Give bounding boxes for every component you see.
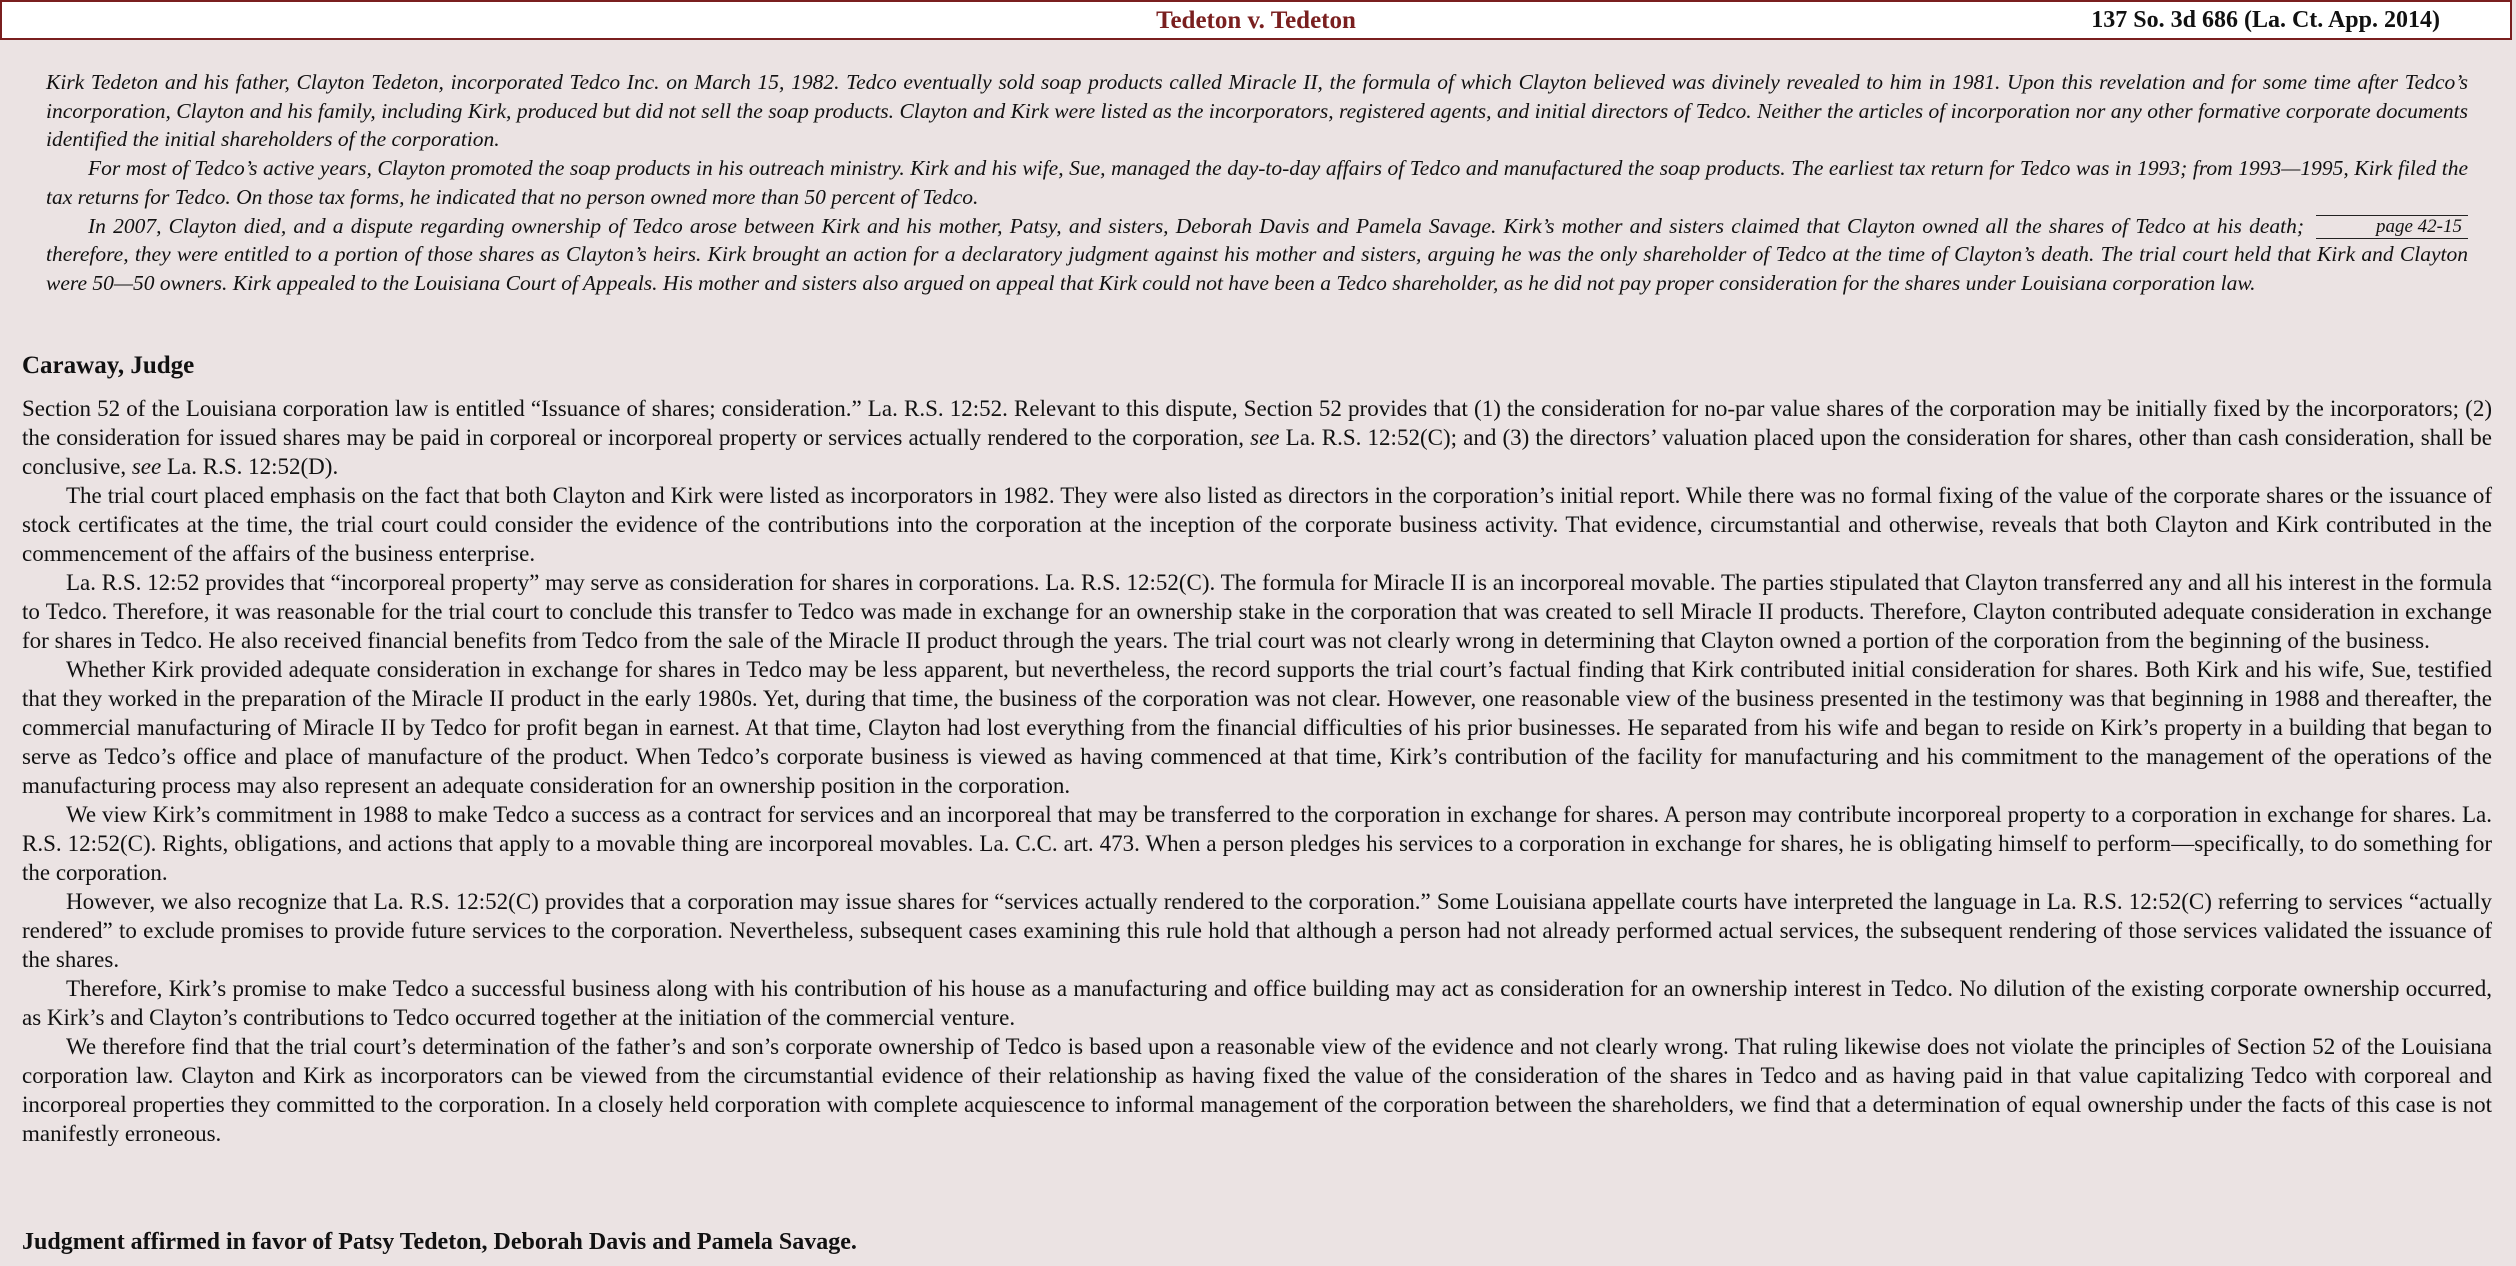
opinion-paragraph-4: Whether Kirk provided adequate consideration in exchange for shares in Tedco may be less apparent, but nevertheless, the record supports the trial court’s factual finding that Kirk contributed initial consideration for shares. Both Kirk and his wife, Sue, testified that they worked in the preparation of the Miracle II product in the early 1980s. Yet, during that time, the business of the corporation was not clear. However, one reasonable view of the business presented in the testimony was that beginning in 1988 and thereafter, the commercial manufacturing of Miracle II by Tedco for profit began in earnest. At that time, Clayton had lost everything from the financial difficulties of his prior businesses. He separated from his wife and began to reside on Kirk’s property in a building that began to serve as Tedco’s office and place of manufacture of the product. When Tedco’s corporate business is viewed as having commenced at that time, Kirk’s contribution of the facility for manufacturing and his commitment to the management of the operations of the manufacturing process may also represent an adequate consideration for an ownership position in the corporation. [22,657,2492,798]
summary-paragraph-2: For most of Tedco’s active years, Clayton promoted the soap products in his outreach ministry. Kirk and his wife, Sue, managed the day-to-day affairs of Tedco and manufactured the soap products. The earliest tax return for Tedco was in 1993; from 1993—1995, Kirk filed the tax returns for Tedco. On those tax forms, he indicated that no person owned more than 50 percent of Tedco. [46,156,2468,209]
opinion-paragraph-5: We view Kirk’s commitment in 1988 to make Tedco a success as a contract for services and an incorporeal that may be transferred to the corporation in exchange for shares. A person may contribute incorporeal property to a corporation in exchange for shares. La. R.S. 12:52(C). Rights, obligations, and actions that apply to a movable thing are incorporeal movables. La. C.C. art. 473. When a person pledges his services to a corporation in exchange for shares, he is obligating himself to perform—specifically, to do something for the corporation. [22,802,2492,885]
opinion-paragraph-2: The trial court placed emphasis on the fact that both Clayton and Kirk were listed as incorporators in 1982. They were also listed as directors in the corporation’s initial report. While there was no formal fixing of the value of the corporate shares or the issuance of stock certificates at the time, the trial court could consider the evidence of the contributions into the corporation at the inception of the corporate business activity. That evidence, circumstantial and otherwise, reveals that both Clayton and Kirk contributed in the commencement of the affairs of the business enterprise. [22,483,2492,566]
judge-name: Caraway, Judge [22,352,195,379]
case-title: Tedeton v. Tedeton [1156,7,1356,34]
summary-paragraph-3-text: In 2007, Clayton died, and a dispute regarding ownership of Tedco arose between Kirk and his mother, Patsy, and sisters, Deborah Davis and Pamela Savage. Kirk’s mother and sisters claimed that Clayton owned all the shares of Tedco at his death; therefore, they were entitled to a portion of those shares as Clayton’s heirs. Kirk brought an action for a declaratory judgment against his mother and sisters, arguing he was the only shareholder of Tedco at the time of Clayton’s death. The trial court held that Kirk and Clayton were 50—50 owners. Kirk appealed to the Louisiana Court of Appeals. His mother and sisters also argued on appeal that Kirk could not have been a Tedco shareholder, as he did not pay proper consideration for the shares under Louisiana corporation law. [46,213,2468,295]
opinion-paragraph-1 [22,394,2492,481]
opinion-paragraph-1-part-a: Section 52 of the Louisiana corporation law is entitled “Issuance of shares; consideration.” La. R.S. 12:52. Relevant to this dispute, Section 52 provides that (1) the consideration for no-par value shares of the corporation may be initially fixed by the incorporators; (2) the consideration for issued shares may be paid in corporeal or incorporeal property or services actually rendered to the corporation, [22,396,2492,450]
summary-paragraph-1: Kirk Tedeton and his father, Clayton Tedeton, incorporated Tedco Inc. on March 15, 1982. Tedco eventually sold soap products called Miracle II, the formula of which Clayton believed was divinely revealed to him in 1981. Upon this revelation and for some time after Tedco’s incorporation, Clayton and his family, including Kirk, produced but did not sell the soap products. Clayton and Kirk were listed as the incorporators, registered agents, and initial directors of Tedco. Neither the articles of incorporation nor any other formative corporate documents identified the initial shareholders of the corporation. [46,70,2468,152]
see-signal: see [131,454,162,479]
page-marker: page 42-15 [2316,215,2468,239]
opinion-paragraph-3: La. R.S. 12:52 provides that “incorporeal property” may serve as consideration for shares in corporations. La. R.S. 12:52(C). The formula for Miracle II is an incorporeal movable. The parties stipulated that Clayton transferred any and all his interest in the formula to Tedco. Therefore, it was reasonable for the trial court to conclude this transfer to Tedco was made in exchange for an ownership stake in the corporation that was created to sell Miracle II products. Therefore, Clayton contributed adequate consideration in exchange for shares in Tedco. He also received financial benefits from Tedco from the sale of the Miracle II product through the years. The trial court was not clearly wrong in determining that Clayton owned a portion of the corporation from the beginning of the business. [22,570,2492,653]
opinion-paragraph-1-part-b: La. R.S. 12:52(C); and (3) the directors’ valuation placed upon the consideration for shares, other than cash consideration, shall be conclusive, [22,425,2492,479]
opinion-paragraph-6: However, we also recognize that La. R.S. 12:52(C) provides that a corporation may issue shares for “services actually rendered to the corporation.” Some Louisiana appellate courts have interpreted the language in La. R.S. 12:52(C) referring to services “actually rendered” to exclude promises to provide future services to the corporation. Nevertheless, subsequent cases examining this rule hold that although a person had not already performed actual services, the subsequent rendering of those services validated the issuance of the shares. [22,889,2492,972]
summary-paragraph-3 [46,212,2468,298]
judgment-statement: Judgment affirmed in favor of Patsy Tedeton, Deborah Davis and Pamela Savage. [22,1229,857,1255]
case-summary [46,68,2468,298]
opinion-body [22,394,2492,1148]
opinion-paragraph-7: Therefore, Kirk’s promise to make Tedco a successful business along with his contribution of his house as a manufacturing and office building may act as consideration for an ownership interest in Tedco. No dilution of the existing corporate ownership occurred, as Kirk’s and Clayton’s contributions to Tedco occurred together at the initiation of the commercial venture. [22,976,2492,1030]
opinion-paragraph-8: We therefore find that the trial court’s determination of the father’s and son’s corporate ownership of Tedco is based upon a reasonable view of the evidence and not clearly wrong. That ruling likewise does not violate the principles of Section 52 of the Louisiana corporation law. Clayton and Kirk as incorporators can be viewed from the circumstantial evidence of their relationship as having fixed the value of the consideration of the shares in Tedco and as having paid in that value capitalizing Tedco with corporeal and incorporeal properties they committed to the corporation. In a closely held corporation with complete acquiescence to informal management of the corporation between the shareholders, we find that a determination of equal ownership under the facts of this case is not manifestly erroneous. [22,1034,2492,1146]
case-header [0,0,2512,40]
case-citation: 137 So. 3d 686 (La. Ct. App. 2014) [2091,7,2440,33]
opinion-paragraph-1-part-c: La. R.S. 12:52(D). [161,454,339,479]
see-signal: see [1250,425,1280,450]
